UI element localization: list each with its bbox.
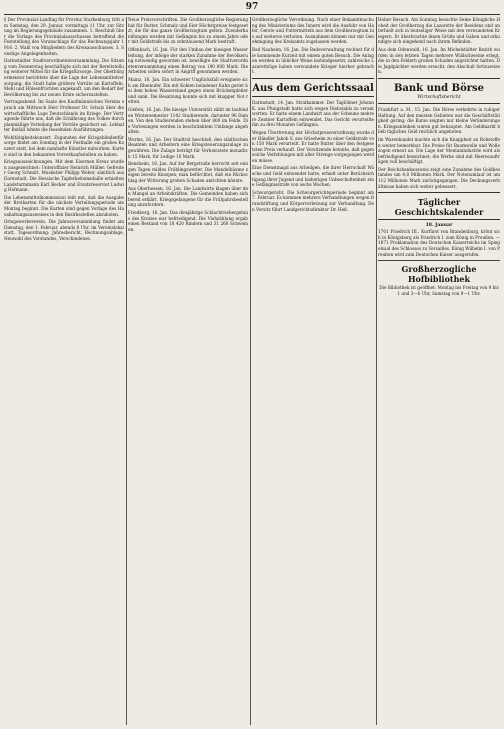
article-paragraph: Gießen, 16. Jan. Die hiesige Universität zählt im laufenden Wintersemester 1142 Studierende, darunter 96 Damen. Von den Studierenden stehen über 800 im Felde. Die Vorlesungen werden in beschränktem Umfange abgehalten. — [128, 106, 248, 135]
article-paragraph: Schwurgericht. Die Schwurgerichtsperiode beginnt am 7. Februar. Es kommen mehrere Verhandlungen wegen Brandstiftung und Körperverletzung zur Verhandlung. Den Vorsitz führt Landgerichtsdirektor Dr. Heß. — [252, 189, 374, 212]
article-paragraph: Großherzogliche Verordnung. Nach einer Bekanntmachung des Ministeriums des Innern wird die Ausfuhr von Hafer, Gerste und Futtermitteln aus dem Großherzogtum bis auf weiteres verboten. Ausnahmen können nur mit Genehmigung des Kreisamts zugelassen werden. — [252, 17, 374, 45]
column-divider — [250, 17, 251, 725]
article-paragraph: Ortsgewerbeverein. Die Jahresversammlung findet am Dienstag, den 1. Februar, abends 8 Uhr, im Vereinslokal statt. Tagesordnung: Jahresbericht, Rechnungsablage, Neuwahl des Vorstandes, Verschiedenes. — [4, 219, 124, 241]
article-paragraph: Mainz, 16. Jan. Ein schwerer Unglücksfall ereignete sich am Rheinufer. Ein mit Kohlen beladener Kahn geriet bei dem hohen Wasserstand gegen einen Brückenpfeiler und sank. Die Besatzung konnte sich mit knapper Not retten. — [128, 76, 248, 105]
column-divider — [376, 17, 377, 725]
header-rule — [4, 14, 500, 15]
article-paragraph: Im Warenhandel machte sich die Knappheit an Rohstoffen weiter bemerkbar. Die Preise für Baumwolle und Wolle zogen erneut an. Die Lage der Montanindustrie wird als befriedigend bezeichnet; die Werke sind mit Heeresaufträgen voll beschäftigt. — [378, 136, 500, 165]
column-3 — [252, 17, 374, 725]
article-paragraph: Darmstädter Stadtverordnetenversammlung. Die Sitzung vom Donnerstag beschäftigte sich mit der Bereitstellung weiterer Mittel für die Kriegsfürsorge. Der Oberbürgermeister berichtete über die Lage der Lebensmittelversorgung; die Stadt habe größere Vorräte an Kartoffeln, Mehl und Hülsenfrüchten angekauft, um den Bedarf der Bevölkerung bis zur neuen Ernte sicherzustellen. — [4, 58, 124, 97]
section-header-box — [378, 78, 500, 104]
article-paragraph: § Der Provinzial-Landtag für Provinz Starkenburg tritt am Samstag, den 29. Januar, vormittags 11 Uhr, zur Sitzung im Regierungsgebäude zusammen. 1. Beschluß über die Vorlage des Provinzialausschusses betreffend die Feststellung des Voranschlags für das Rechnungsjahr 1916. 2. Wahl von Mitgliedern des Kreisausschusses. 3. Sonstige Angelegenheiten. — [4, 17, 124, 56]
calendar-date: 18. Januar — [425, 223, 453, 229]
article-paragraph: Worms, 16. Jan. Der Stadtrat beschloß, den städtischen Beamten und Arbeitern eine Kriegsteuerungszulage zu gewähren. Die Zulage beträgt für Verheiratete monatlich 15 Mark, für Ledige 10 Mark. — [128, 136, 248, 159]
article-paragraph: Wohltätigkeitskonzert. Zugunsten der Kriegsblindenfürsorge findet am Sonntag in der Festhalle ein großes Konzert statt, bei dem namhafte Künstler mitwirken. Karten sind in den bekannten Vorverkaufsstellen zu haben. — [4, 134, 124, 157]
article-paragraph: Hoher Besuch. Am Sonntag besuchte Seine Königliche Hoheit der Großherzog die Lazarette der Residenz und unterhielt sich in leutseliger Weise mit den verwundeten Kriegern. Er überbrachte ihnen Grüße und Gaben und erkundigte sich eingehend nach ihrem Befinden. — [378, 17, 500, 45]
calendar-title: Täglicher Geschichtskalender — [394, 197, 484, 218]
article-paragraph: Vortragsabend. Im Saale des Kaufmännischen Vereins sprach am Mittwoch Herr Professor Dr. Schulz über die wirtschaftliche Lage Deutschlands im Kriege. Der Vortragende führte aus, daß die Ernährung des Volkes durch planmäßige Verteilung der Vorräte gesichert sei. Lebhafter Beifall lohnte die fesselnden Ausführungen. — [4, 99, 124, 133]
calendar-header-box — [378, 192, 500, 220]
article-paragraph: Eine Dienstmagd aus Arheilgen, die ihrer Herrschaft Wäsche und Geld entwendet hatte, erhielt unter Berücksichtigung ihrer Jugend und bisherigen Unbescholtenheit eine Gefängnisstrafe von sechs Wochen. — [252, 165, 374, 188]
article-paragraph: Bad Nauheim, 16. Jan. Die Badeverwaltung rechnet für die kommende Kurzeit mit einem guten Besuch. Die Anlagen werden in üblicher Weise instandgesetzt; zahlreiche Lazarettzüge haben verwundete Krieger hierher gebracht. — [252, 46, 374, 75]
page-number: 97 — [245, 2, 259, 12]
section-subtitle: Wirtschaftsbericht — [417, 94, 461, 100]
article-paragraph: Friedberg, 16. Jan. Das diesjährige Schlachtviehergebnis des Kreises war befriedigend. Die Viehzählung ergab einen Bestand von 18 420 Rindern und 31 260 Schweinen. — [128, 210, 248, 232]
column-1 — [4, 17, 124, 725]
notice-text: Die Bibliothek ist geöffnet: Montag bis Freitag von 9 bis 1 und 3—6 Uhr, Samstag von 9—1 Uhr. — [379, 285, 499, 296]
section-title: Aus dem Gerichtssaal — [252, 82, 374, 94]
article-paragraph: Neue Preisvorschriften. Die Großherzogliche Regierung hat für Butter, Schmalz und Eier Höchstpreise festgesetzt, die für das ganze Großherzogtum gelten. Zuwiderhandlungen werden mit Gefängnis bis zu einem Jahre oder mit Geldstrafe bis zu zehntausend Mark bestraft. — [128, 17, 248, 45]
notice-title: Großherzogliche Hofbibliothek — [401, 264, 477, 285]
article-paragraph: Frankfurt a. M., 15. Jan. Die Börse verkehrte in ruhiger Haltung. Auf den meisten Gebieten war die Geschäftstätigkeit gering; die Kurse zeigten nur kleine Veränderungen. Kriegsanleihen waren gut behauptet. Am Geldmarkt blieb tägliches Geld reichlich angeboten. — [378, 106, 500, 135]
article-paragraph: Bensheim, 16. Jan. Auf der Bergstraße herrscht seit einigen Tagen mildes Frühlingswetter. Die Mandelbäume zeigen bereits Knospen; man befürchtet, daß ein Rückschlag der Witterung großen Schaden anrichten könnte. — [128, 161, 248, 184]
article-paragraph: Wegen Übertretung der Höchstpreisverordnung wurde der Händler Jakob S. aus Griesheim zu einer Geldstrafe von 150 Mark verurteilt. Er hatte Butter über den festgesetzten Preis verkauft. Der Vorsitzende betonte, daß gegen solche Verfehlungen mit aller Strenge vorgegangen werden müsse. — [252, 129, 374, 163]
column-4 — [378, 17, 500, 725]
article-paragraph: Die Lebensmittelkommission teilt mit, daß die Ausgabe der Brotkarten für die nächste Verteilungsperiode am Montag beginnt. Die Karten sind gegen Vorlage des Haushaltungsausweises in den Bezirksstellen abzuholen. — [4, 194, 124, 217]
article-paragraph: Der Reichsbankausweis zeigt eine Zunahme des Goldbestandes um 4,8 Millionen Mark. Der Notenumlauf ist um 112 Millionen Mark zurückgegangen. Die Deckungsverhältnisse haben sich weiter gebessert. — [378, 166, 500, 189]
divider — [378, 260, 500, 261]
column-2 — [128, 17, 248, 725]
article-paragraph: Aus dem Odenwald, 16. Jan. Im Michelstädter Bezirk wurden in den letzten Tagen mehrere Wildschweine erlegt, die in den Feldern großen Schaden angerichtet hatten. Die Jagdpächter werden ersucht, den Abschuß fortzusetzen. — [378, 46, 500, 75]
section-title: Bank und Börse — [393, 82, 484, 94]
article-paragraph: Kriegsauszeichnungen. Mit dem Eisernen Kreuz wurden ausgezeichnet: Unteroffizier Heinrich Müller, Gefreiter Georg Schmitt, Musketier Philipp Weber, sämtlich aus Darmstadt. Die Hessische Tapferkeitsmedaille erhielten Landsturmmann Karl Becker und Ersatzreservist Ludwig Hofmann. — [4, 159, 124, 193]
article-paragraph: Offenbach, 16. Jan. Für den Umbau der hiesigen Wasserleitung, der infolge der starken Zunahme der Bevölkerung notwendig geworden ist, bewilligte die Stadtverordnetenversammlung einen Betrag von 180 000 Mark. Die Arbeiten sollen sofort in Angriff genommen werden. — [128, 46, 248, 75]
article-paragraph: Aus Oberhessen, 16. Jan. Die Landwirte klagen über den Mangel an Arbeitskräften. Die Gemeinden haben sich bereit erklärt, Kriegsgefangene für die Frühjahrsbestellung anzufordern. — [128, 185, 248, 208]
calendar-entry: 1701 Friedrich III., Kurfürst von Brandenburg, krönt sich in Königsberg als Friedrich I. zum König in Preußen. — 1871 Proklamation des Deutschen Kaiserreichs im Spiegelsaal des Schlosses zu Versailles. König Wilhelm I. von Preußen wird zum Deutschen Kaiser ausgerufen. — [378, 229, 500, 257]
section-header-box — [252, 78, 374, 97]
article-paragraph: Darmstadt, 14. Jan. Strafkammer. Der Taglöhner Johann K. aus Pfungstadt hatte sich wegen Diebstahls zu verantworten. Er hatte einem Landwirt aus der Scheune mehrere Zentner Kartoffeln entwendet. Das Gericht verurteilte ihn zu drei Monaten Gefängnis. — [252, 99, 374, 128]
column-divider — [126, 17, 127, 725]
